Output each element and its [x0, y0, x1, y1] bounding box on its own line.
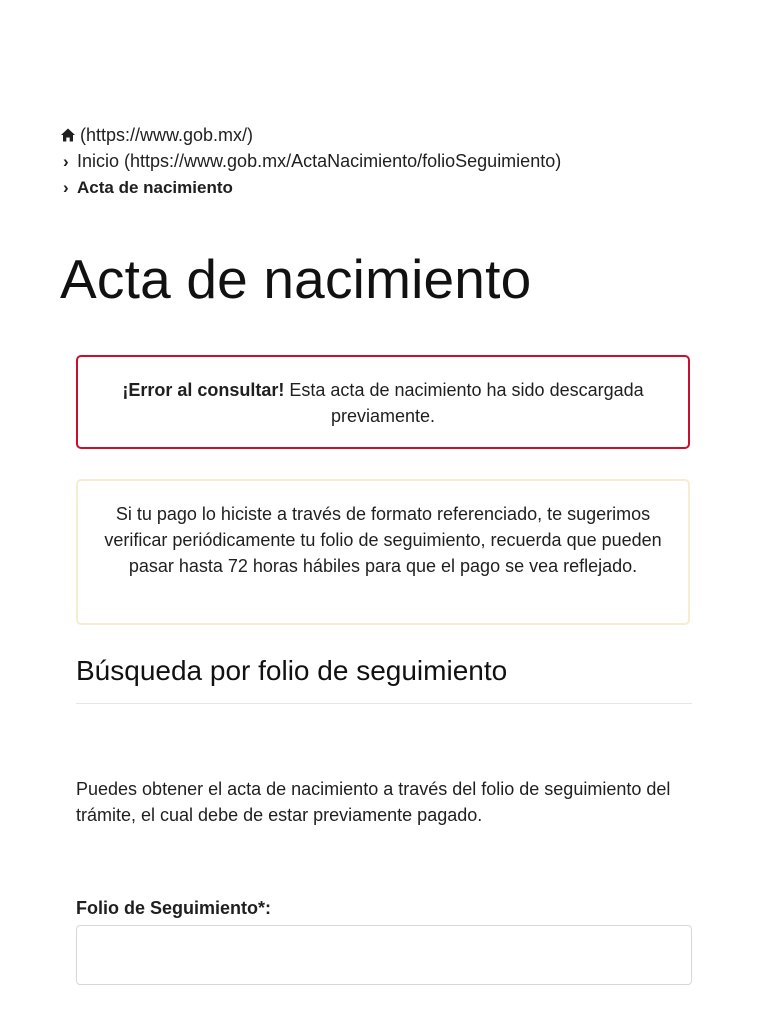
breadcrumb-current-label: Acta de nacimiento — [77, 178, 233, 197]
section-divider — [76, 703, 692, 704]
breadcrumb-current — [60, 175, 740, 201]
page-title: Acta de nacimiento — [60, 248, 532, 310]
section-intro: Puedes obtener el acta de nacimiento a través del folio de seguimiento del trámite, el cual debe de estar previamente pagado. — [76, 779, 671, 825]
chevron-right-icon: › — [63, 178, 69, 197]
breadcrumb — [60, 122, 740, 201]
home-icon[interactable] — [60, 127, 76, 143]
error-alert-message: Esta acta de nacimiento ha sido descargada previamente. — [284, 380, 644, 426]
chevron-right-icon: › — [63, 152, 69, 171]
folio-field-label: Folio de Seguimiento*: — [76, 898, 272, 918]
folio-input[interactable] — [76, 925, 692, 985]
breadcrumb-home[interactable] — [60, 122, 740, 148]
warning-alert — [76, 479, 690, 625]
section-title: Búsqueda por folio de seguimiento — [76, 655, 508, 686]
breadcrumb-home-link[interactable]: (https://www.gob.mx/) — [80, 125, 254, 145]
breadcrumb-inicio-link[interactable]: Inicio (https://www.gob.mx/ActaNacimiento/folioSeguimiento) — [77, 151, 562, 171]
error-alert-title: ¡Error al consultar! — [122, 380, 285, 400]
warning-alert-message: Si tu pago lo hiciste a través de formato referenciado, te sugerimos verificar periódicamente tu folio de seguimiento, recuerda que pueden pasar hasta 72 horas hábiles para que el pago se vea reflejado. — [104, 504, 662, 576]
breadcrumb-inicio[interactable] — [60, 148, 740, 175]
error-alert — [76, 355, 690, 449]
